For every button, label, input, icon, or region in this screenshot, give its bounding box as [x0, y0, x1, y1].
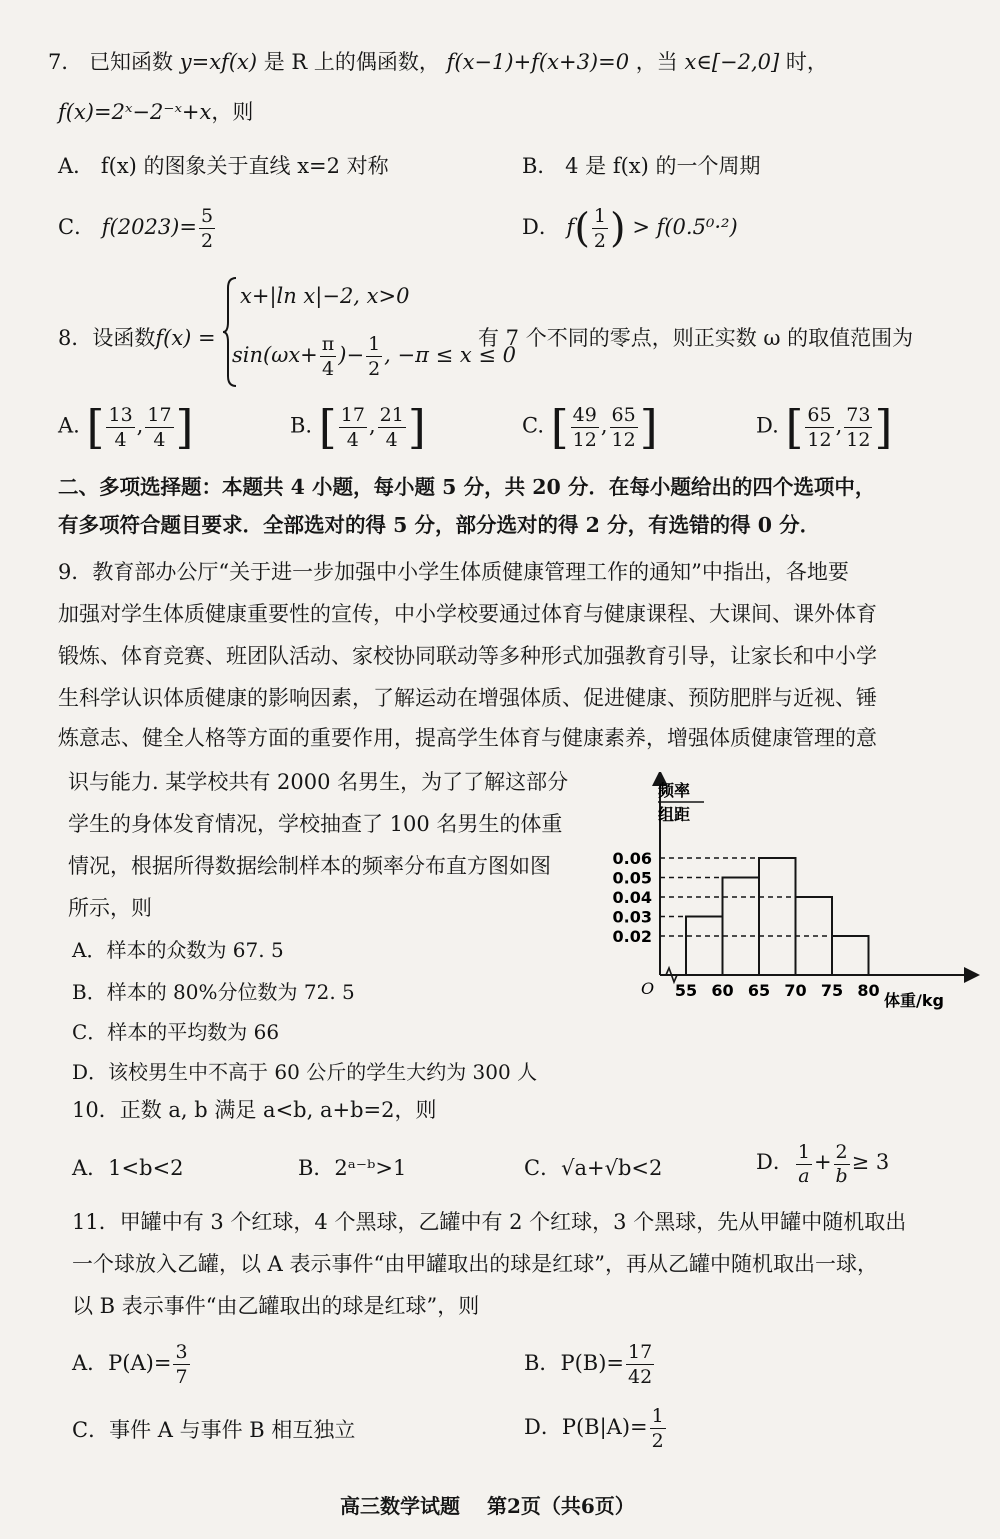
paren-close: ) [610, 205, 626, 252]
q7-option-c [58, 204, 217, 253]
y-tick-label: 0.02 [612, 927, 652, 946]
q10-option-b: B．2ᵃ⁻ᵇ>1 [298, 1156, 407, 1180]
y-tick-label: 0.05 [612, 868, 652, 888]
q8-case2-mid: )− [338, 343, 365, 367]
q8-lhs: f(x) = [155, 326, 216, 350]
q11-option-b [524, 1340, 656, 1389]
section2-line2: 有多项符合题目要求．全部选对的得 5 分，部分选对的得 2 分，有选错的得 0 分． [58, 513, 821, 537]
frac-den: 7 [175, 1366, 188, 1388]
histogram-bar [723, 878, 760, 976]
q11-a-frac [173, 1340, 189, 1389]
q8-tail [478, 322, 913, 352]
q9-option-b: B．样本的 80%分位数为 72. 5 [72, 980, 355, 1004]
q7-option-c-frac [199, 204, 215, 253]
frac-num: π [321, 333, 335, 355]
q7-option-d-f: f [566, 215, 575, 239]
y-tick-label: 0.06 [612, 849, 652, 868]
bracket-open: [ [785, 400, 804, 454]
q11-d-frac [650, 1404, 666, 1453]
frac-den: 42 [627, 1366, 653, 1388]
q7-option-d-label: D． [522, 215, 560, 239]
q7-option-d-frac [592, 204, 608, 253]
q8-option-d: D. [ $\frac{65}{12}$ , $\frac{73}{12}$ ] [756, 400, 893, 454]
q10-option-d [756, 1140, 889, 1187]
x-axis-label: 体重/kg [884, 991, 944, 1010]
q9-option-c: C．样本的平均数为 66 [72, 1020, 280, 1044]
option-label: D. [756, 413, 779, 438]
frac-num: 2 [835, 1141, 848, 1163]
y-tick-label: 0.03 [612, 907, 652, 927]
q8-case2-frac1 [320, 332, 337, 381]
y-label-top: 频率 [658, 781, 691, 800]
frequency-histogram [600, 772, 980, 1012]
frac-b [145, 403, 173, 452]
frac-num: 3 [175, 1341, 188, 1363]
q8-option-c: C. [ $\frac{49}{12}$ , $\frac{65}{12}$ ] [522, 400, 658, 454]
q9-line: 加强对学生体质健康重要性的宣传，中小学校要通过体育与健康课程、大课间、课外体育 [58, 602, 877, 626]
q8-lead: 设函数 [92, 326, 156, 350]
q7-option-a-label: A． [58, 154, 95, 178]
frac-den: a [798, 1165, 810, 1187]
frac-a [106, 403, 134, 452]
q10-d-post: ≥ 3 [851, 1150, 890, 1174]
q8-case1-text: x+|ln x|−2, x>0 [240, 284, 410, 308]
q7-number: 7． [48, 50, 83, 74]
q11-line: 一个球放入乙罐，以 A 表示事件“由甲罐取出的球是红球”，再从乙罐中随机取出一球， [72, 1252, 878, 1276]
histogram-bar [686, 917, 723, 976]
y-tick-label: 0.04 [612, 888, 652, 907]
x-tick-label: 80 [857, 981, 880, 1000]
q7-option-b [522, 150, 761, 180]
option-label: B. [290, 413, 313, 438]
q8-option-b: B. [ $\frac{17}{4}$ , $\frac{21}{4}$ ] [290, 400, 426, 454]
q9-line: 生科学认识体质健康的影响因素，了解运动在增强体质、促进健康、预防肥胖与近视、锤 [58, 686, 877, 710]
histogram-bar [759, 858, 796, 975]
frac-den: 2 [368, 358, 381, 380]
q7-option-c-label: C． [58, 215, 96, 239]
frac-num: 1 [593, 205, 607, 227]
q9-line: 锻炼、体育竞赛、班团队活动、家校协同联动等多种形式加强教育引导，让家长和中小学 [58, 644, 877, 668]
frac-num: 17 [627, 1341, 653, 1363]
q9-line: 识与能力. 某学校共有 2000 名男生，为了了解这部分 [68, 770, 569, 794]
q8-case1 [240, 284, 409, 308]
frac-b [610, 403, 638, 452]
frac-b [844, 403, 872, 452]
x-tick-label: 65 [747, 981, 771, 1000]
frac-den: 2 [200, 230, 214, 252]
section2-line1: 二、多项选择题：本题共 4 小题，每小题 5 分，共 20 分．在每小题给出的四个选项中， [58, 475, 876, 499]
frac-num: 17 [147, 403, 172, 426]
frac-a [339, 403, 367, 452]
q8-case2-pre: sin(ωx+ [232, 343, 318, 367]
q11-option-a [72, 1340, 192, 1389]
frac-den: 2 [651, 1430, 664, 1452]
bracket-open: [ [86, 400, 105, 454]
option-label: B． [524, 1351, 561, 1375]
q9-line: 所示，则 [68, 896, 152, 920]
frac-den: 2 [593, 230, 607, 252]
q7-option-c-expr: f(2023)= [101, 215, 197, 239]
q7-option-a [58, 150, 389, 180]
q9-option-d: D．该校男生中不高于 60 公斤的学生大约为 300 人 [72, 1060, 538, 1084]
paren-open: ( [574, 205, 590, 252]
q11-option-c: C．事件 A 与事件 B 相互独立 [72, 1418, 356, 1442]
q8-option-a: A. [ $\frac{13}{4}$ , $\frac{17}{4}$ ] [58, 400, 194, 454]
origin-label: O [641, 979, 655, 998]
frac-num: 5 [200, 205, 214, 227]
q10-option-a: A．1<b<2 [72, 1156, 184, 1180]
q7-text: 已知函数 [89, 50, 174, 74]
q7-post: 时， [785, 50, 828, 74]
q7-then: ，则 [211, 100, 254, 124]
q9-line: 炼意志、健全人格等方面的重要作用，提高学生体育与健康素养，增强体质健康管理的意 [58, 726, 877, 750]
frac-num: 65 [807, 403, 832, 426]
frac-2-over-b [834, 1140, 850, 1187]
page-footer: 高三数学试题 第2页（共6页） [340, 1494, 635, 1518]
bracket-close: ] [874, 400, 893, 454]
frac-num: 17 [340, 403, 365, 426]
q8-num: 8． [58, 326, 93, 350]
x-tick-label: 55 [674, 981, 698, 1000]
q7-line2 [58, 96, 253, 126]
q7-option-b-label: B． [522, 154, 559, 178]
frac-den: 4 [114, 428, 127, 451]
q11-line: 11．甲罐中有 3 个红球，4 个黑球，乙罐中有 2 个红球，3 个黑球，先从甲罐中随机取出 [72, 1210, 907, 1234]
frac-num: 1 [651, 1405, 664, 1427]
frac-a [805, 403, 833, 452]
x-tick-label: 75 [820, 981, 844, 1000]
frac-num: 13 [108, 403, 133, 426]
frac-den: 4 [321, 358, 335, 380]
bracket-close: ] [639, 400, 658, 454]
q7-f-def: f(x)=2ˣ−2⁻ˣ+x [58, 100, 212, 124]
q11-b-expr: P(B)= [560, 1351, 624, 1375]
q7-cond: f(x−1)+f(x+3)=0 [446, 50, 630, 74]
frac-den: 12 [572, 428, 597, 451]
bracket-open: [ [550, 400, 569, 454]
option-label: A． [72, 1351, 109, 1375]
q7-domain: x∈[−2,0] [684, 50, 780, 74]
q7-option-b-text: 4 是 f(x) 的一个周期 [565, 154, 761, 178]
frac-a [571, 403, 599, 452]
option-label: D． [524, 1415, 562, 1439]
q7-option-d [522, 204, 738, 253]
y-label-bottom: 组距 [658, 805, 691, 824]
q11-a-expr: P(A)= [108, 1351, 172, 1375]
frac-den: 4 [346, 428, 359, 451]
q9-line: 9．教育部办公厅“关于进一步加强中小学生体质健康管理工作的通知”中指出，各地要 [58, 560, 849, 584]
q7-text-mid: 是 R 上的偶函数， [263, 50, 440, 74]
frac-den: 12 [846, 428, 871, 451]
q8-tail-text: 有 7 个不同的零点，则正实数 ω 的取值范围为 [478, 326, 914, 350]
option-label: C. [522, 413, 544, 438]
frac-den: 12 [611, 428, 636, 451]
q11-b-frac [626, 1340, 654, 1389]
frac-num: 1 [797, 1141, 810, 1163]
frac-num: 21 [379, 403, 404, 426]
q9-line: 情况，根据所得数据绘制样本的频率分布直方图如图 [68, 854, 551, 878]
x-tick-label: 70 [784, 981, 807, 1000]
q7-when: ，当 [635, 50, 678, 74]
option-label: A. [58, 413, 80, 438]
x-tick-label: 60 [711, 981, 734, 1000]
frac-num: 73 [846, 403, 871, 426]
option-label: D． [756, 1150, 794, 1174]
q11-line: 以 B 表示事件“由乙罐取出的球是红球”，则 [72, 1294, 480, 1318]
q8-case2-post: , −π ≤ x ≤ 0 [384, 343, 517, 367]
frac-den: 4 [385, 428, 398, 451]
bracket-close: ] [175, 400, 194, 454]
frac-den: b [835, 1165, 848, 1187]
q7-line1 [48, 46, 828, 76]
q9-option-a: A．样本的众数为 67. 5 [72, 938, 284, 962]
q8-number [58, 322, 216, 352]
frac-den: 4 [153, 428, 166, 451]
frac-1-over-a [796, 1140, 812, 1187]
histogram-bar [832, 936, 869, 975]
frac-num: 65 [611, 403, 636, 426]
q7-option-a-text: f(x) 的图象关于直线 x=2 对称 [100, 154, 389, 178]
q7-func: y=xf(x) [179, 50, 258, 74]
frac-den: 12 [807, 428, 832, 451]
q10-stem: 10．正数 a, b 满足 a<b, a+b=2，则 [72, 1098, 437, 1122]
frac-num: 49 [572, 403, 597, 426]
bracket-open: [ [318, 400, 337, 454]
q10-option-c: C．√a+√b<2 [524, 1156, 663, 1180]
q8-case2 [232, 332, 516, 381]
bracket-close: ] [407, 400, 426, 454]
q9-line: 学生的身体发育情况，学校抽查了 100 名男生的体重 [68, 812, 563, 836]
frac-num: 1 [368, 333, 381, 355]
q8-case2-frac2 [366, 332, 382, 381]
frac-b [378, 403, 406, 452]
q11-option-d [524, 1404, 668, 1453]
plus-sign: + [813, 1150, 832, 1174]
q7-option-d-post: > f(0.5⁰·²) [632, 215, 738, 239]
q11-d-expr: P(B|A)= [561, 1415, 648, 1439]
